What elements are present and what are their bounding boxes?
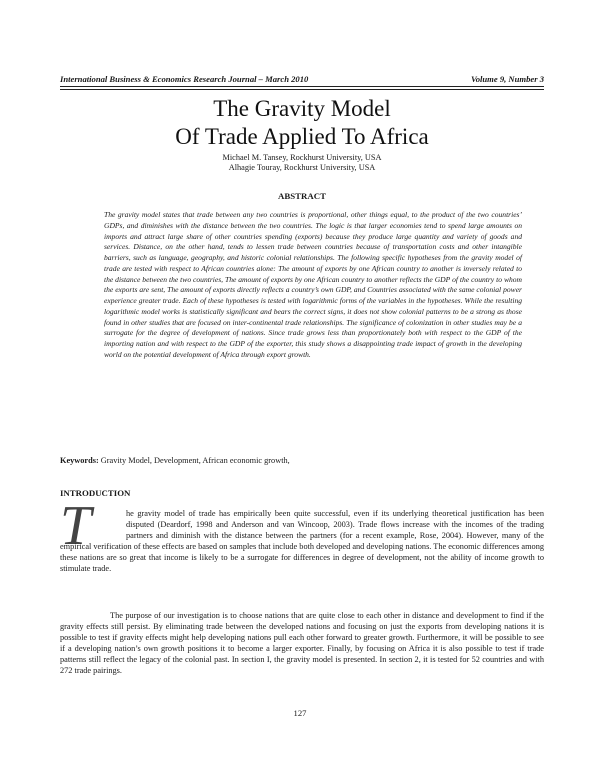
drop-cap: T	[60, 495, 92, 557]
introduction-paragraph-2: The purpose of our investigation is to choose nations that are quite close to each other in distance and development to find if the gravity effects still persist. By eliminating trade between the developed nations and focusing on just the exports from developing nations it is possible to test if gravity effects might help developing nations pull each other forward to greater growth. Furthermore, it will be possible to see if a developing nation’s own growth positions it to become a larger exporter. Finally, by focusing on Africa it is also possible to test if trade patterns still reflect the legacy of the colonial past. In section I, the gravity model is presented. In section 2, it is tested for 52 countries and with 272 trade pairings.	[60, 611, 544, 675]
keywords-text: Gravity Model, Development, African economic growth,	[100, 456, 290, 465]
abstract-heading: ABSTRACT	[278, 191, 326, 201]
header-rule-top	[60, 86, 544, 87]
introduction-heading: INTRODUCTION	[60, 488, 131, 498]
abstract-text: The gravity model states that trade between any two countries is proportional, other things equal, to the product of the two countries’ GDPs, and diminishes with the distance between the two countries. The logic is that larger economies tend to spend large amounts on imports and attract large share of other countries spending (exports) because they produce large quantity and variety of goods and services. Distance, on the other hand, tends to lessen trade between countries because of transportation costs and other intangible barriers, such as language, geography, and historic colonial relationships. The following specific hypotheses from the gravity model of trade are tested with respect to African countries alone: The amount of exports by one African country to another is inversely related to the distance between the two countries, The amount of exports by one African country to another reflects the GDP of the country to whom the exports are sent, The amount of exports directly reflects a country’s own GDP, and Countries associated with the same colonial power experience greater trade. Each of these hypotheses is tested with logarithmic forms of the variables in the hypotheses. While the resulting logarithmic model works is statistically significant and bears the correct signs, it does not show colonial patterns to be a strong as those found in other studies that are focused on inter-continental trade relationships. The significance of colonization in other studies may be a surrogate for the degree of development of nations. Since trade grows less than proportionately both with respect to the GDP of the importing nation and with respect to the GDP of the exporter, this study shows a disappointing trade impact of growth in the developing world on the potential development of Africa through export growth.	[104, 210, 522, 359]
drop-cap-spacer	[60, 508, 126, 538]
introduction-paragraph-1-text: he gravity model of trade has empirically been quite successful, even if its underlying theoretical justification has been disputed (Deardorf, 1998 and Anderson and van Wincoop, 2003). Trade flows increase with the incomes of the trading partners and diminish with the distance between the partners (for a recent example, Rose, 2004). However, many of the empirical verification of these effects are based on samples that include both developed and developing nations. The economic differences among these nations are so great that income is likely to be a surrogate for differences in degree of development, not the ability of income growth to stimulate trade.	[60, 509, 544, 573]
author-1: Michael M. Tansey, Rockhurst University, USA	[222, 153, 382, 162]
keywords-label: Keywords:	[60, 456, 99, 465]
keywords	[60, 455, 544, 466]
introduction-paragraph-1	[60, 508, 544, 574]
header-rule-bottom	[60, 89, 544, 90]
paper-title-line-2: Of Trade Applied To Africa	[175, 124, 429, 149]
journal-name: International Business & Economics Research Journal – March 2010	[60, 74, 309, 84]
author-2: Alhagie Touray, Rockhurst University, USA	[228, 163, 376, 172]
paper-title-line-1: The Gravity Model	[213, 96, 391, 121]
page-number: 127	[293, 708, 307, 718]
running-header	[60, 74, 544, 86]
volume-number: Volume 9, Number 3	[470, 74, 544, 84]
